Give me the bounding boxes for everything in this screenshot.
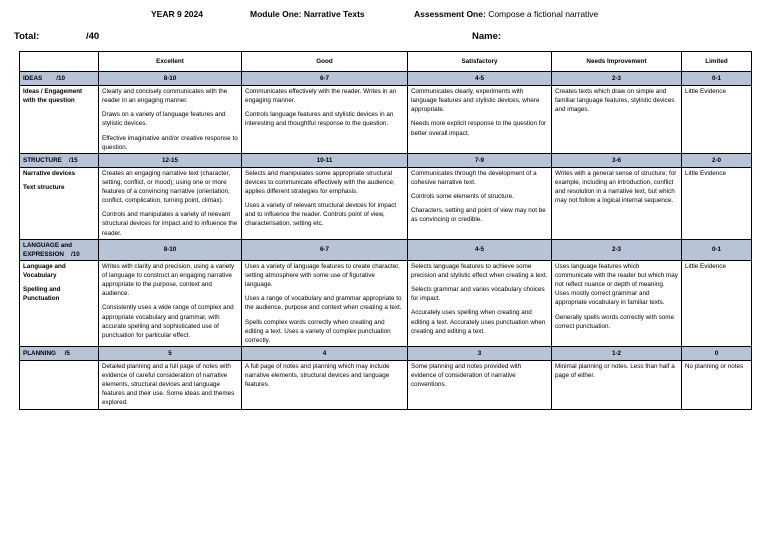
section-band-row	[20, 346, 752, 360]
descriptor-text: Uses language features which communicate with the reader but which may not reflect nuance or depth of meaning. Uses mostly correct grammar and appropriate vocabulary in familiar texts.	[555, 262, 678, 307]
descriptor-text: A full page of notes and planning which may include narrative elements, structural devices and language features.	[245, 362, 390, 389]
descriptor-text: Little Evidence	[685, 88, 726, 95]
descriptor-excellent	[99, 167, 242, 239]
band-score-satisfactory: 4-5	[408, 72, 552, 86]
marking-rubric-table	[19, 51, 752, 410]
criteria-cell	[20, 360, 99, 409]
band-score-excellent: 5	[99, 346, 242, 360]
descriptor-text: Little Evidence	[685, 169, 726, 177]
descriptor-text: Creates an engaging narrative text (character, setting, conflict, or mood); using one or more features of a convincing narrative (orientation, conflict, complication, turning point, climax).	[102, 169, 231, 205]
descriptor-limited	[682, 167, 752, 239]
descriptor-text: Selects and manipulates some appropriate structural devices to communicate effectively with the audience; applies different strategies for emphasis.	[245, 169, 395, 195]
assessment-heading	[414, 9, 598, 19]
descriptor-text: Controls and manipulates a variety of relevant structural devices for impact and to influence the reader.	[102, 211, 238, 237]
descriptor-good	[242, 86, 408, 154]
descriptor-text: No planning or notes	[685, 362, 744, 370]
descriptor-needs-improvement	[552, 167, 682, 239]
assessment-title: Compose a fictional narrative	[488, 9, 599, 19]
descriptor-text: Needs more explicit response to the question for better overall impact.	[411, 120, 547, 137]
descriptor-text: Generally spells words correctly with some correct punctuation.	[555, 313, 674, 330]
section-band-row	[20, 239, 752, 260]
total-value: /40	[86, 31, 100, 42]
descriptor-needs-improvement	[552, 260, 682, 346]
band-score-excellent: 8-10	[99, 239, 242, 260]
descriptor-text: Draws on a variety of language features and stylistic devices.	[102, 111, 226, 128]
descriptor-limited	[682, 360, 752, 409]
band-score-limited: 0	[682, 346, 752, 360]
criterion-label: Text structure	[23, 183, 65, 191]
descriptor-text: Uses a variety of language features to create character, setting atmosphere with some use of figurative language.	[245, 262, 400, 289]
column-header-satisfactory: Satisfactory	[408, 52, 552, 72]
column-header-row	[20, 52, 752, 72]
band-score-excellent: 8-10	[99, 72, 242, 86]
descriptor-text: Characters, setting and point of view may not be as convincing or credible.	[411, 207, 546, 224]
descriptor-text: Consistently uses a wide range of complex and appropriate vocabulary and grammar, with accurate spelling and sophisticated use of punctuation for particular effect.	[102, 304, 234, 339]
criteria-cell	[20, 260, 99, 346]
band-score-needs-improvement: 2-3	[552, 239, 682, 260]
descriptor-limited	[682, 260, 752, 346]
criteria-cell	[20, 167, 99, 239]
module-label: Module One: Narrative Texts	[250, 9, 365, 19]
descriptor-text: Uses a variety of relevant structural devices for impact and to influence the reader. Controls point of view, characterisation, setting etc.	[245, 202, 397, 228]
band-score-good: 6-7	[242, 72, 408, 86]
section-label: PLANNING /5	[20, 346, 99, 360]
descriptor-text: Creates texts which draw on simple and familiar language features, stylistic devices and images.	[555, 88, 675, 114]
descriptor-text: Controls language features and stylistic devices in an interesting and thoughtful response to the question.	[245, 111, 394, 128]
descriptor-text: Communicates through the development of a cohesive narrative text.	[411, 169, 537, 186]
section-label: IDEAS /10	[20, 72, 99, 86]
descriptor-text: Selects language features to achieve some precision and stylistic effect when creating a text.	[411, 262, 548, 279]
column-header-criteria	[20, 52, 99, 72]
section-band-row	[20, 72, 752, 86]
criteria-row	[20, 260, 752, 346]
band-score-limited: 2-0	[682, 153, 752, 167]
descriptor-text: Minimal planning or notes. Less than half a page of either.	[555, 362, 675, 379]
band-score-needs-improvement: 3-6	[552, 153, 682, 167]
band-score-good: 10-11	[242, 153, 408, 167]
descriptor-excellent	[99, 86, 242, 154]
criteria-row	[20, 86, 752, 154]
descriptor-text: Writes with clarity and precision, using a variety of language to construct an engaging narrative appropriate to the purpose, context and audience.	[102, 262, 235, 298]
name-label: Name:	[472, 31, 502, 42]
band-score-excellent: 12-15	[99, 153, 242, 167]
descriptor-text: Clearly and concisely communicates with the reader in an engaging manner.	[102, 88, 228, 105]
column-header-good: Good	[242, 52, 408, 72]
band-score-satisfactory: 4-5	[408, 239, 552, 260]
section-label: STRUCTURE /15	[20, 153, 99, 167]
descriptor-needs-improvement	[552, 86, 682, 154]
descriptor-text: Detailed planning and a full page of notes with evidence of careful consideration of narrative elements, structural devices and language features and their use. Some ideas and themes explored.	[102, 362, 235, 407]
band-score-good: 6-7	[242, 239, 408, 260]
criterion-label: Language and Vocabulary	[23, 262, 66, 279]
band-score-satisfactory: 3	[408, 346, 552, 360]
criterion-label: Ideas / Engagement with the question	[23, 88, 83, 105]
section-band-row	[20, 153, 752, 167]
column-header-excellent: Excellent	[99, 52, 242, 72]
descriptor-text: Spells complex words correctly when creating and editing a text. Uses a variety of complex punctuation correctly.	[245, 318, 391, 344]
descriptor-text: Some planning and notes provided with evidence of consideration of narrative conventions.	[411, 362, 522, 389]
band-score-good: 4	[242, 346, 408, 360]
criteria-row	[20, 360, 752, 409]
band-score-limited: 0-1	[682, 239, 752, 260]
band-score-limited: 0-1	[682, 72, 752, 86]
descriptor-satisfactory	[408, 167, 552, 239]
criteria-row	[20, 167, 752, 239]
descriptor-text: Controls some elements of structure.	[411, 193, 514, 200]
descriptor-good	[242, 360, 408, 409]
criteria-cell	[20, 86, 99, 154]
column-header-limited: Limited	[682, 52, 752, 72]
year-label: YEAR 9 2024	[151, 9, 203, 19]
criterion-label: Narrative devices	[23, 169, 76, 177]
descriptor-satisfactory	[408, 360, 552, 409]
band-score-needs-improvement: 2-3	[552, 72, 682, 86]
descriptor-good	[242, 260, 408, 346]
descriptor-excellent	[99, 360, 242, 409]
descriptor-limited	[682, 86, 752, 154]
descriptor-text: Writes with a general sense of structure; for example, including an introduction, conflict and resolution in a narrative text, but which may not follow a logical internal sequence.	[555, 169, 677, 205]
column-header-needs-improvement: Needs Improvement	[552, 52, 682, 72]
descriptor-text: Uses a range of vocabulary and grammar appropriate to the audience, purpose and context when creating a text.	[245, 295, 402, 312]
descriptor-satisfactory	[408, 260, 552, 346]
descriptor-text: Accurately uses spelling when creating and editing a text. Accurately uses punctuation when creating and editing a text.	[411, 309, 546, 335]
band-score-satisfactory: 7-9	[408, 153, 552, 167]
descriptor-text: Communicates effectively with the reader. Writes in an engaging manner.	[245, 88, 397, 105]
section-label: LANGUAGE and EXPRESSION /10	[20, 239, 99, 260]
assessment-label: Assessment One:	[414, 9, 486, 19]
descriptor-text: Communicates clearly, experiments with language features and stylistic devices, where appropriate.	[411, 88, 540, 114]
descriptor-satisfactory	[408, 86, 552, 154]
descriptor-text: Selects grammar and varies vocabulary choices for impact.	[411, 286, 545, 303]
descriptor-good	[242, 167, 408, 239]
band-score-needs-improvement: 1-2	[552, 346, 682, 360]
descriptor-excellent	[99, 260, 242, 346]
descriptor-text: Little Evidence	[685, 262, 726, 270]
descriptor-text: Effective imaginative and/or creative response to question.	[102, 134, 238, 151]
criterion-label: Spelling and Punctuation	[23, 286, 61, 303]
descriptor-needs-improvement	[552, 360, 682, 409]
total-label: Total:	[14, 31, 40, 42]
